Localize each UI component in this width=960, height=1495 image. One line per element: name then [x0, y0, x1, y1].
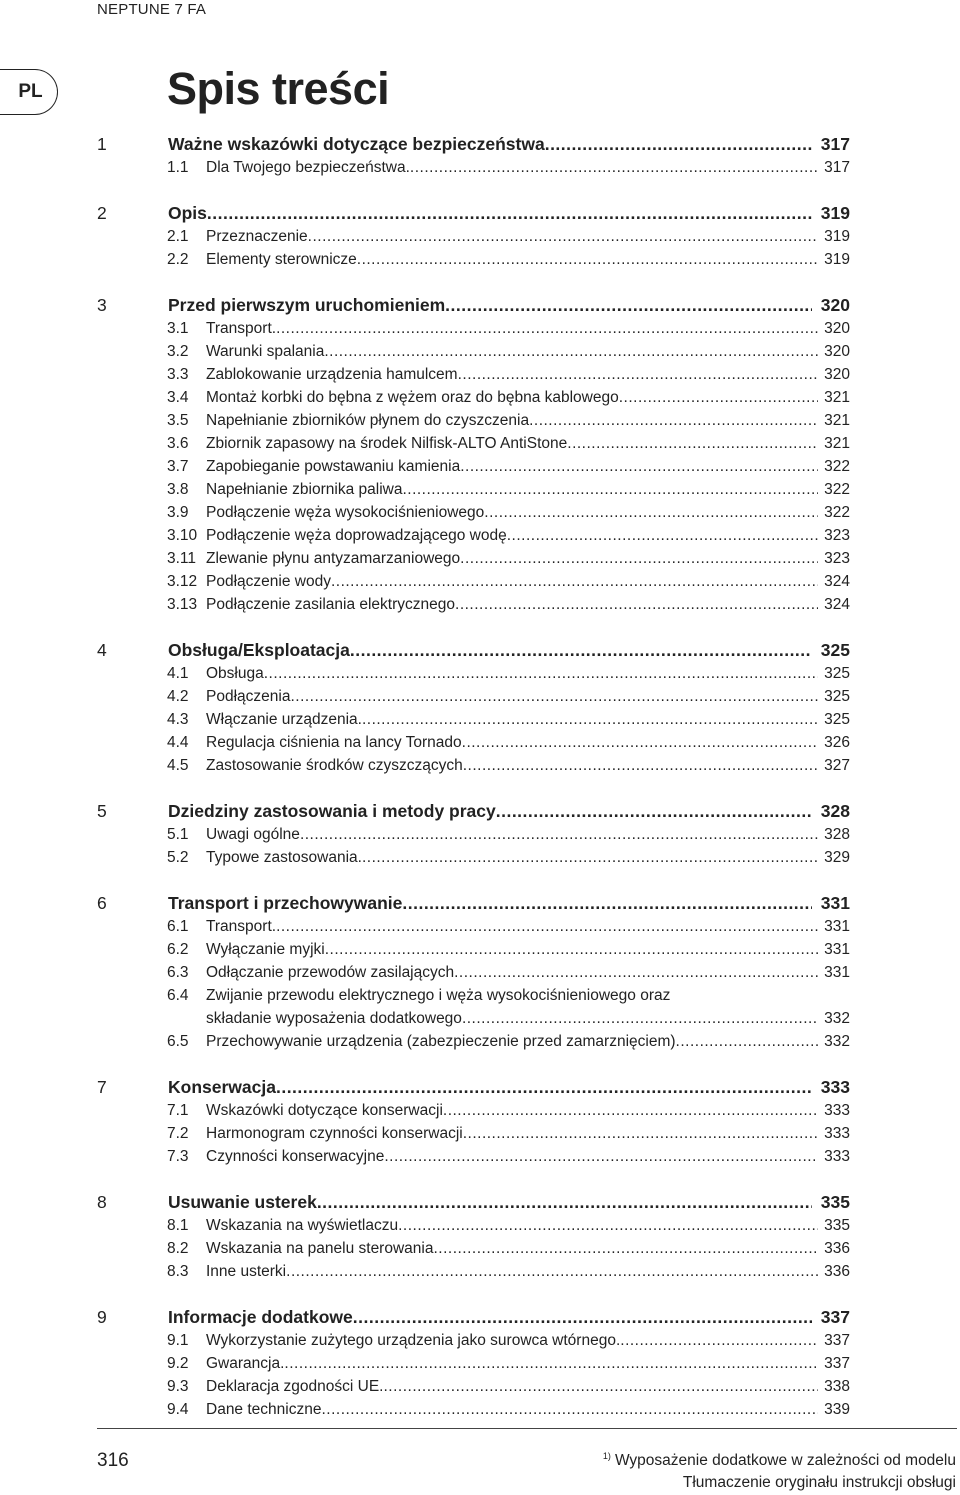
- toc-page-number: 331: [824, 918, 850, 935]
- toc-number: 4.3: [167, 711, 189, 728]
- toc-page-number: 323: [824, 550, 850, 567]
- translation-note: Tłumaczenie oryginału instrukcji obsługi: [682, 1474, 956, 1491]
- toc-chapter[interactable]: [0, 202, 960, 224]
- toc-page-number: 327: [824, 757, 850, 774]
- toc-page-number: 337: [824, 1355, 850, 1372]
- toc-number: 3.6: [167, 435, 189, 452]
- toc-section[interactable]: [0, 1261, 960, 1283]
- toc-chapter[interactable]: [0, 133, 960, 155]
- toc-page-number: 322: [824, 504, 850, 521]
- toc-number: 3.1: [167, 320, 189, 337]
- toc-leader-dots: [398, 1215, 818, 1237]
- toc-number: 5.1: [167, 826, 189, 843]
- toc-leader-dots: [433, 1238, 818, 1260]
- toc-page-number: 317: [824, 159, 850, 176]
- toc-chapter[interactable]: [0, 1191, 960, 1213]
- toc-section[interactable]: [0, 1353, 960, 1375]
- toc-section[interactable]: [0, 1215, 960, 1237]
- toc-page-number: 337: [820, 1307, 850, 1327]
- toc-label: Konserwacja: [168, 1077, 276, 1097]
- toc-number: 6.5: [167, 1033, 189, 1050]
- toc-leader-dots: [443, 1100, 818, 1122]
- toc-number: 6.1: [167, 918, 189, 935]
- toc-number: 4: [97, 640, 107, 660]
- toc-number: 1: [97, 134, 107, 154]
- toc-section[interactable]: [0, 686, 960, 708]
- toc-label: Transport i przechowywanie: [168, 893, 403, 913]
- toc-page-number: 328: [824, 826, 850, 843]
- toc-page-number: 321: [824, 389, 850, 406]
- toc-page-number: 319: [824, 251, 850, 268]
- toc-section[interactable]: [0, 1100, 960, 1122]
- toc-leader-dots: [455, 594, 818, 616]
- toc-label: Regulacja ciśnienia na lancy Tornado: [206, 734, 462, 751]
- toc-label: Typowe zastosowania.: [206, 849, 362, 866]
- toc-label: Zlewanie płynu antyzamarzaniowego: [206, 550, 461, 567]
- toc-page-number: 328: [820, 801, 850, 821]
- toc-label: Podłączenie węża wysokociśnieniowego: [206, 504, 485, 521]
- toc-number: 6.3: [167, 964, 189, 981]
- toc-chapter[interactable]: [0, 892, 960, 914]
- toc-label: Przed pierwszym uruchomieniem: [168, 295, 446, 315]
- toc-leader-dots: [463, 755, 818, 777]
- toc-number: 2: [97, 203, 107, 223]
- toc-page-number: 331: [824, 941, 850, 958]
- toc-section[interactable]: [0, 663, 960, 685]
- toc-page-number: 339: [824, 1401, 850, 1418]
- toc-label: składanie wyposażenia dodatkowego: [206, 1010, 462, 1027]
- toc-section[interactable]: [0, 157, 960, 179]
- toc-label: Transport.: [206, 320, 277, 337]
- toc-page-number: 325: [820, 640, 850, 660]
- toc-leader-dots: [460, 456, 818, 478]
- toc-number: 3.12: [167, 573, 198, 590]
- toc-number: 7: [97, 1077, 107, 1097]
- toc-label: Włączanie urządzenia.: [206, 711, 362, 728]
- toc-leader-dots: [350, 639, 812, 661]
- toc-leader-dots: [619, 387, 818, 409]
- toc-section[interactable]: [0, 755, 960, 777]
- footnote-text: Wyposażenie dodatkowe w zależności od modelu: [614, 1452, 956, 1469]
- toc-number: 6.4: [167, 987, 189, 1004]
- toc-page-number: 320: [824, 343, 850, 360]
- toc-leader-dots: [324, 341, 818, 363]
- toc-page-number: 333: [824, 1148, 850, 1165]
- toc-label: Elementy sterownicze: [206, 251, 357, 268]
- toc-leader-dots: [321, 1399, 818, 1421]
- toc-label: Podłączenie wody: [206, 573, 331, 590]
- toc-label: Transport.: [206, 918, 277, 935]
- toc-leader-dots: [384, 1146, 818, 1168]
- toc-leader-dots: [460, 548, 818, 570]
- toc-page-number: 325: [824, 688, 850, 705]
- toc-label: Usuwanie usterek: [168, 1192, 317, 1212]
- toc-section[interactable]: [0, 364, 960, 386]
- toc-chapter[interactable]: [0, 800, 960, 822]
- toc-leader-dots: [362, 709, 818, 731]
- toc-leader-dots: [567, 433, 818, 455]
- toc-number: 9.2: [167, 1355, 189, 1372]
- toc-section[interactable]: [0, 502, 960, 524]
- toc-number: 2.1: [167, 228, 189, 245]
- toc-label: Przechowywanie urządzenia (zabezpieczenie przed zamarznięciem): [206, 1033, 676, 1050]
- toc-leader-dots: [402, 892, 812, 914]
- toc-number: 3.4: [167, 389, 189, 406]
- toc-page-number: 333: [824, 1125, 850, 1142]
- toc-number: 9.3: [167, 1378, 189, 1395]
- toc-number: 9.4: [167, 1401, 189, 1418]
- toc-leader-dots: [286, 1261, 818, 1283]
- toc-section[interactable]: [0, 548, 960, 570]
- toc-page-number: 317: [820, 134, 850, 154]
- toc-leader-dots: [357, 249, 818, 271]
- toc-number: 3.11: [167, 550, 197, 567]
- toc-label: Dane techniczne: [206, 1401, 322, 1418]
- toc-chapter[interactable]: [0, 639, 960, 661]
- toc-chapter[interactable]: [0, 1076, 960, 1098]
- toc-page-number: 320: [820, 295, 850, 315]
- toc-section[interactable]: [0, 594, 960, 616]
- toc-label: Warunki spalania: [206, 343, 325, 360]
- toc-page-number: 325: [824, 665, 850, 682]
- toc-number: 3: [97, 295, 107, 315]
- toc-section[interactable]: [0, 226, 960, 248]
- toc-number: 3.7: [167, 458, 189, 475]
- toc-number: 4.5: [167, 757, 189, 774]
- toc-label: Obsługa/Eksploatacja: [168, 640, 350, 660]
- toc-number: 3.9: [167, 504, 189, 521]
- toc-page-number: 322: [824, 458, 850, 475]
- toc-label: Czynności konserwacyjne: [206, 1148, 385, 1165]
- toc-leader-dots: [331, 571, 818, 593]
- toc-number: 4.1: [167, 665, 189, 682]
- toc-label: Wykorzystanie zużytego urządzenia jako surowca wtórnego.: [206, 1332, 621, 1349]
- language-badge: PL: [0, 69, 58, 115]
- toc-label: Odłączanie przewodów zasilających: [206, 964, 455, 981]
- toc-section[interactable]: [0, 318, 960, 340]
- toc-page-number: 322: [824, 481, 850, 498]
- toc-leader-dots: [484, 502, 818, 524]
- toc-leader-dots: [402, 479, 818, 501]
- toc-chapter[interactable]: [0, 1306, 960, 1328]
- toc-leader-dots: [463, 1123, 818, 1145]
- toc-number: 3.2: [167, 343, 189, 360]
- toc-label: Inne usterki: [206, 1263, 287, 1280]
- toc-section[interactable]: [0, 433, 960, 455]
- toc-number: 7.3: [167, 1148, 189, 1165]
- page-number: 316: [97, 1450, 129, 1471]
- toc-section[interactable]: [0, 387, 960, 409]
- toc-number: 6: [97, 893, 107, 913]
- toc-section[interactable]: [0, 1031, 960, 1053]
- toc-label: Podłączenie zasilania elektrycznego: [206, 596, 456, 613]
- toc-label: Zablokowanie urządzenia hamulcem: [206, 366, 458, 383]
- toc-label: Harmonogram czynności konserwacji: [206, 1125, 463, 1142]
- toc-section[interactable]: [0, 1376, 960, 1398]
- toc-page-number: 320: [824, 366, 850, 383]
- toc-number: 9: [97, 1307, 107, 1327]
- toc-leader-dots: [317, 1191, 812, 1213]
- toc-label: Informacje dodatkowe: [168, 1307, 353, 1327]
- toc-section[interactable]: [0, 1146, 960, 1168]
- toc-page-number: 324: [824, 573, 850, 590]
- toc-page-number: 320: [824, 320, 850, 337]
- toc-number: 3.10: [167, 527, 198, 544]
- header-model: NEPTUNE 7 FA: [97, 1, 207, 18]
- toc-label: Napełnianie zbiorników płynem do czyszczenia: [206, 412, 530, 429]
- toc-page-number: 323: [824, 527, 850, 544]
- toc-number: 7.2: [167, 1125, 189, 1142]
- toc-section[interactable]: [0, 847, 960, 869]
- toc-leader-dots: [462, 732, 818, 754]
- toc-leader-dots: [325, 939, 818, 961]
- toc-section[interactable]: [0, 1399, 960, 1421]
- footer-rule: [97, 1428, 957, 1429]
- toc-label: Zbiornik zapasowy na środek Nilfisk-ALTO AntiStone: [206, 435, 568, 452]
- toc-page-number: 338: [824, 1378, 850, 1395]
- toc-number: 5.2: [167, 849, 189, 866]
- toc-leader-dots: [276, 916, 818, 938]
- toc-label: Opis: [168, 203, 207, 223]
- toc-section[interactable]: [0, 824, 960, 846]
- toc-leader-dots: [284, 1353, 818, 1375]
- toc-leader-dots: [545, 133, 812, 155]
- toc-leader-dots: [462, 1008, 818, 1030]
- toc-leader-dots: [276, 1076, 812, 1098]
- toc-leader-dots: [300, 824, 818, 846]
- toc-section[interactable]: [0, 732, 960, 754]
- toc-section[interactable]: [0, 410, 960, 432]
- toc-label: Montaż korbki do bębna z wężem oraz do bębna kablowego: [206, 389, 619, 406]
- toc-leader-dots: [264, 663, 818, 685]
- toc-number: 8.2: [167, 1240, 189, 1257]
- toc-number: 9.1: [167, 1332, 189, 1349]
- toc-page-number: 324: [824, 596, 850, 613]
- toc-label: Wskazówki dotyczące konserwacji: [206, 1102, 443, 1119]
- toc-label: Obsługa: [206, 665, 264, 682]
- toc-number: 4.2: [167, 688, 189, 705]
- toc-label: Wyłączanie myjki: [206, 941, 325, 958]
- toc-section[interactable]: [0, 456, 960, 478]
- toc-label: Dziedziny zastosowania i metody pracy: [168, 801, 496, 821]
- toc-label: Deklaracja zgodności UE.: [206, 1378, 384, 1395]
- page-title: Spis treści: [167, 63, 390, 114]
- toc-leader-dots: [676, 1031, 818, 1053]
- toc-number: 3.5: [167, 412, 189, 429]
- toc-label: Zwijanie przewodu elektrycznego i węża wysokociśnieniowego oraz: [206, 987, 671, 1004]
- toc-leader-dots: [276, 318, 818, 340]
- toc-page-number: 336: [824, 1263, 850, 1280]
- toc-page-number: 329: [824, 849, 850, 866]
- toc-label: Dla Twojego bezpieczeństwa.: [206, 159, 410, 176]
- toc-page-number: 337: [824, 1332, 850, 1349]
- toc-leader-dots: [353, 1306, 812, 1328]
- toc-leader-dots: [458, 364, 818, 386]
- toc-label: Uwagi ogólne: [206, 826, 300, 843]
- toc-section[interactable]: [0, 962, 960, 984]
- toc-label: Przeznaczenie: [206, 228, 308, 245]
- toc-page-number: 319: [824, 228, 850, 245]
- toc-label: Zastosowanie środków czyszczących: [206, 757, 463, 774]
- toc-page-number: 331: [820, 893, 850, 913]
- toc-number: 8.3: [167, 1263, 189, 1280]
- toc-section[interactable]: [0, 709, 960, 731]
- toc-leader-dots: [290, 686, 818, 708]
- toc-section[interactable]: [0, 985, 960, 1030]
- toc-leader-dots: [207, 202, 812, 224]
- toc-label: Wskazania na panelu sterowania: [206, 1240, 434, 1257]
- toc-leader-dots: [620, 1330, 818, 1352]
- toc-number: 5: [97, 801, 107, 821]
- toc-label: Wskazania na wyświetlaczu: [206, 1217, 399, 1234]
- toc-section[interactable]: [0, 916, 960, 938]
- toc-section[interactable]: [0, 249, 960, 271]
- toc-section[interactable]: [0, 939, 960, 961]
- toc-page-number: 336: [824, 1240, 850, 1257]
- toc-number: 3.3: [167, 366, 189, 383]
- toc-page-number: 321: [824, 435, 850, 452]
- toc-section[interactable]: [0, 571, 960, 593]
- toc-number: 2.2: [167, 251, 189, 268]
- toc-leader-dots: [362, 847, 818, 869]
- toc-number: 8: [97, 1192, 107, 1212]
- toc-section[interactable]: [0, 341, 960, 363]
- toc-page-number: 319: [820, 203, 850, 223]
- toc-leader-dots: [410, 157, 818, 179]
- toc-page-number: 326: [824, 734, 850, 751]
- toc-page-number: 333: [824, 1102, 850, 1119]
- toc-section[interactable]: [0, 1330, 960, 1352]
- toc-label: Podłączenie węża doprowadzającego wodę: [206, 527, 507, 544]
- toc-leader-dots: [507, 525, 818, 547]
- footnote: [603, 1451, 956, 1470]
- toc-leader-dots: [308, 226, 818, 248]
- toc-label: Napełnianie zbiornika paliwa: [206, 481, 403, 498]
- toc-section[interactable]: [0, 479, 960, 501]
- toc-leader-dots: [454, 962, 818, 984]
- toc-leader-dots: [383, 1376, 818, 1398]
- toc-page-number: 332: [824, 1010, 850, 1027]
- toc-leader-dots: [445, 294, 812, 316]
- toc-number: 3.13: [167, 596, 198, 613]
- toc-number: 7.1: [167, 1102, 189, 1119]
- toc-leader-dots: [496, 800, 812, 822]
- toc-page-number: 331: [824, 964, 850, 981]
- toc-number: 8.1: [167, 1217, 189, 1234]
- toc-section[interactable]: [0, 525, 960, 547]
- toc-chapter[interactable]: [0, 294, 960, 316]
- toc-page-number: 335: [824, 1217, 850, 1234]
- toc-page-number: 332: [824, 1033, 850, 1050]
- toc-section[interactable]: [0, 1238, 960, 1260]
- toc-page-number: 321: [824, 412, 850, 429]
- toc-label: Gwarancja.: [206, 1355, 285, 1372]
- toc-page-number: 335: [820, 1192, 850, 1212]
- toc-number: 3.8: [167, 481, 189, 498]
- toc-section[interactable]: [0, 1123, 960, 1145]
- footnote-marker: 1): [602, 1451, 611, 1461]
- toc-label: Zapobieganie powstawaniu kamienia: [206, 458, 461, 475]
- toc-label: Podłączenia: [206, 688, 291, 705]
- toc-label: Ważne wskazówki dotyczące bezpieczeństwa: [168, 134, 545, 154]
- toc-number: 6.2: [167, 941, 189, 958]
- toc-leader-dots: [529, 410, 818, 432]
- toc-page-number: 333: [820, 1077, 850, 1097]
- toc-number: 4.4: [167, 734, 189, 751]
- toc-number: 1.1: [167, 159, 189, 176]
- toc-page-number: 325: [824, 711, 850, 728]
